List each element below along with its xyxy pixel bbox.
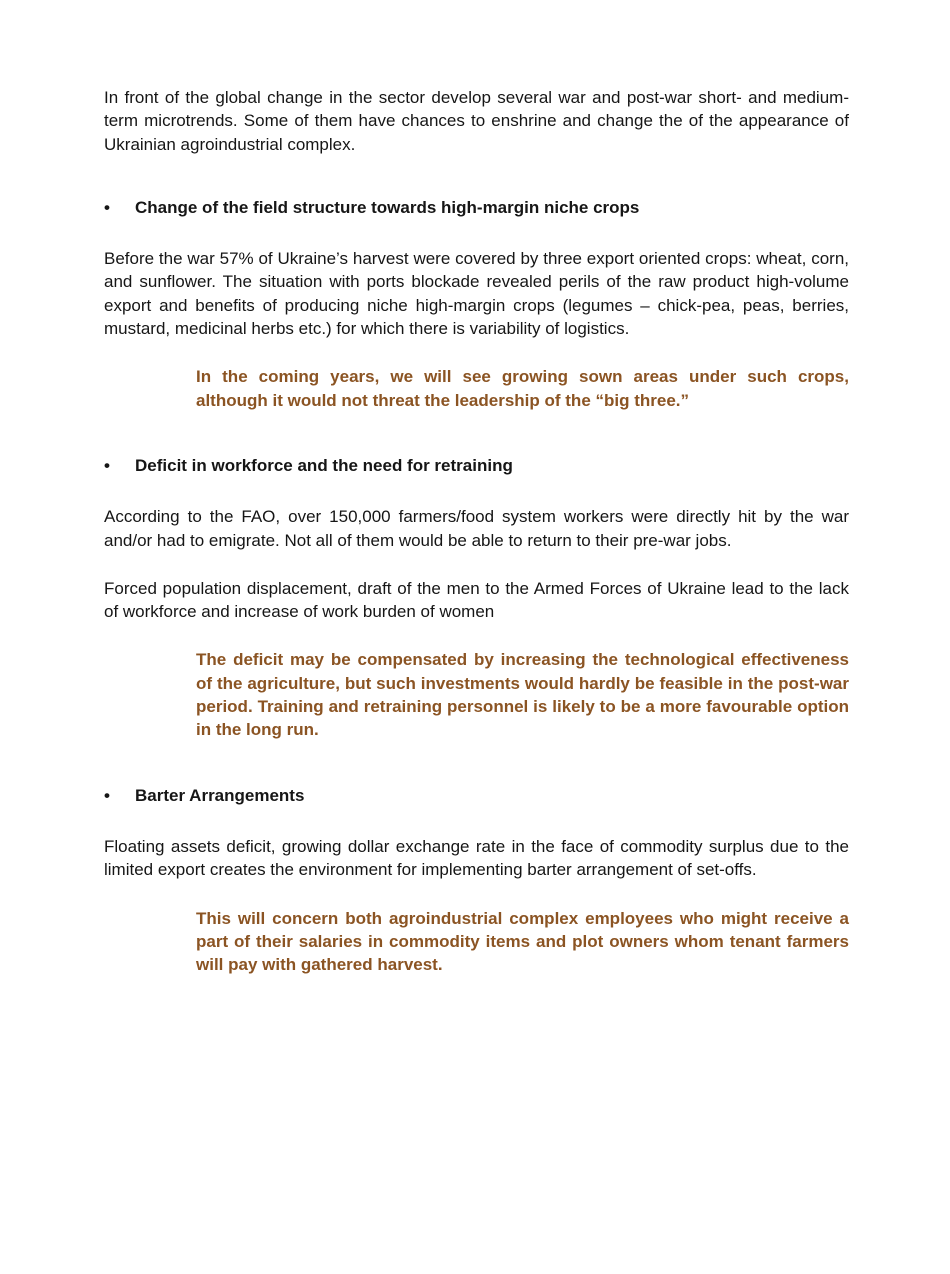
highlight-callout: This will concern both agroindustrial complex employees who might receive a part of their salaries in commodity items and plot owners whom tenant farmers will pay with gathered harvest. <box>196 908 849 975</box>
bullet-icon: • <box>104 455 110 475</box>
body-paragraph: Floating assets deficit, growing dollar exchange rate in the face of commodity surplus due to the limited export creates the environment for implementing barter arrangement of set-offs. <box>104 836 849 880</box>
bullet-icon: • <box>104 785 110 805</box>
highlight-callout: The deficit may be compensated by increasing the technological effectiveness of the agriculture, but such investments would hardly be feasible in the post-war period. Training and retraining personnel is likely to be a more favourable option in the long run. <box>196 650 849 740</box>
section-heading-barter-arrangements <box>104 784 849 807</box>
section-heading-label: Change of the field structure towards high-margin niche crops <box>135 197 640 217</box>
highlight-callout: In the coming years, we will see growing sown areas under such crops, although it would not threat the leadership of the “big three.” <box>196 367 849 410</box>
body-paragraph: Forced population displacement, draft of the men to the Armed Forces of Ukraine lead to the lack of workforce and increase of work burden of women <box>104 578 849 622</box>
section-heading-label: Barter Arrangements <box>135 785 305 805</box>
intro-paragraph: In front of the global change in the sector develop several war and post-war short- and medium-term microtrends. Some of them have chances to enshrine and change the of the appearance of Ukrainian agroindustrial complex. <box>104 88 849 154</box>
section-heading-workforce-deficit <box>104 454 849 477</box>
body-paragraph: According to the FAO, over 150,000 farmers/food system workers were directly hit by the war and/or had to emigrate. Not all of them would be able to return to their pre-war jobs. <box>104 507 849 550</box>
section-heading-niche-crops <box>104 196 849 219</box>
section-heading-label: Deficit in workforce and the need for retraining <box>135 455 513 475</box>
bullet-icon: • <box>104 197 110 217</box>
body-paragraph: Before the war 57% of Ukraine’s harvest were covered by three export oriented crops: wheat, corn, and sunflower. The situation with ports blockade revealed perils of the raw product high-volume export and benefits of producing niche high-margin crops (legumes – chick-pea, peas, berries, mustard, medicinal herbs etc.) for which there is variability of logistics. <box>104 249 849 339</box>
